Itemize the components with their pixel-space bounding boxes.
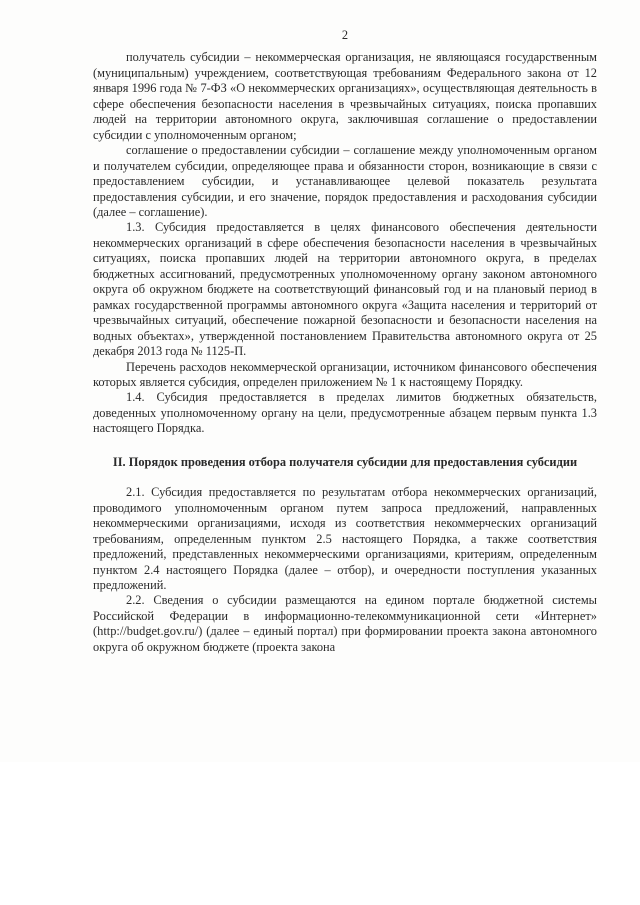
paragraph-1-4: 1.4. Субсидия предоставляется в пределах лимитов бюджетных обязательств, доведенных уполномоченному органу на цели, предусмотренные абзацем первым пункта 1.3 настоящего Порядка. xyxy=(93,390,597,436)
paragraph-2-2: 2.2. Сведения о субсидии размещаются на едином портале бюджетной системы Российской Федерации в информационно-телекоммуникационной сети «Интернет» (http://budget.gov.ru/) (далее – единый портал) при формировании проекта закона автономного округа об окружном бюджете (проекта закона xyxy=(93,593,597,654)
paragraph-2-1: 2.1. Субсидия предоставляется по результатам отбора некоммерческих организаций, проводимого уполномоченным органом путем запроса предложений, направленных некоммерческими организациями, исходя из соответствия некоммерческих организаций требованиям, определенным пунктом 2.5 настоящего Порядка, а также соответствия предложений, представленных некоммерческими организациями, критериям, определенным пунктом 2.4 настоящего Порядка (далее – отбор), и очередности поступления указанных предложений. xyxy=(93,485,597,592)
section-heading-2: II. Порядок проведения отбора получателя субсидии для предоставления субсидии xyxy=(112,454,578,469)
blank-area xyxy=(0,762,640,905)
paragraph-agreement-definition: соглашение о предоставлении субсидии – соглашение между уполномоченным органом и получателем субсидии, определяющее права и обязанности сторон, возникающие в связи с предоставлением субсидии, и устанавливающее целевой показатель результата предоставления субсидии, и его значение, порядок предоставления и расходования субсидии (далее – соглашение). xyxy=(93,143,597,219)
paragraph-recipient-definition: получатель субсидии – некоммерческая организация, не являющаяся государственным (муниципальным) учреждением, соответствующая требованиям Федерального закона от 12 января 1996 года № 7-ФЗ «О некоммерческих организациях», осуществляющая деятельность в сфере обеспечения безопасности населения в чрезвычайных ситуациях, поиска пропавших людей на территории автономного округа, заключившая соглашение о предоставлении субсидии с уполномоченным органом; xyxy=(93,50,597,142)
paragraph-expense-list: Перечень расходов некоммерческой организации, источником финансового обеспечения которых является субсидия, определен приложением № 1 к настоящему Порядку. xyxy=(93,359,597,389)
paragraph-1-3: 1.3. Субсидия предоставляется в целях финансового обеспечения деятельности некоммерческих организаций в сфере обеспечения безопасности населения в чрезвычайных ситуациях, поиска пропавших людей на территории автономного округа, в пределах бюджетных ассигнований, предусмотренных уполномоченному органу законом автономного округа об окружном бюджете на соответствующий финансовый год и на плановый период в рамках государственной программы автономного округа «Защита населения и территорий от чрезвычайных ситуаций, обеспечение пожарной безопасности и безопасности населения на водных объектах», утвержденной постановлением Правительства автономного округа от 25 декабря 2013 года № 1125-П. xyxy=(93,220,597,359)
document-body xyxy=(93,28,597,655)
page-number: 2 xyxy=(341,28,349,42)
